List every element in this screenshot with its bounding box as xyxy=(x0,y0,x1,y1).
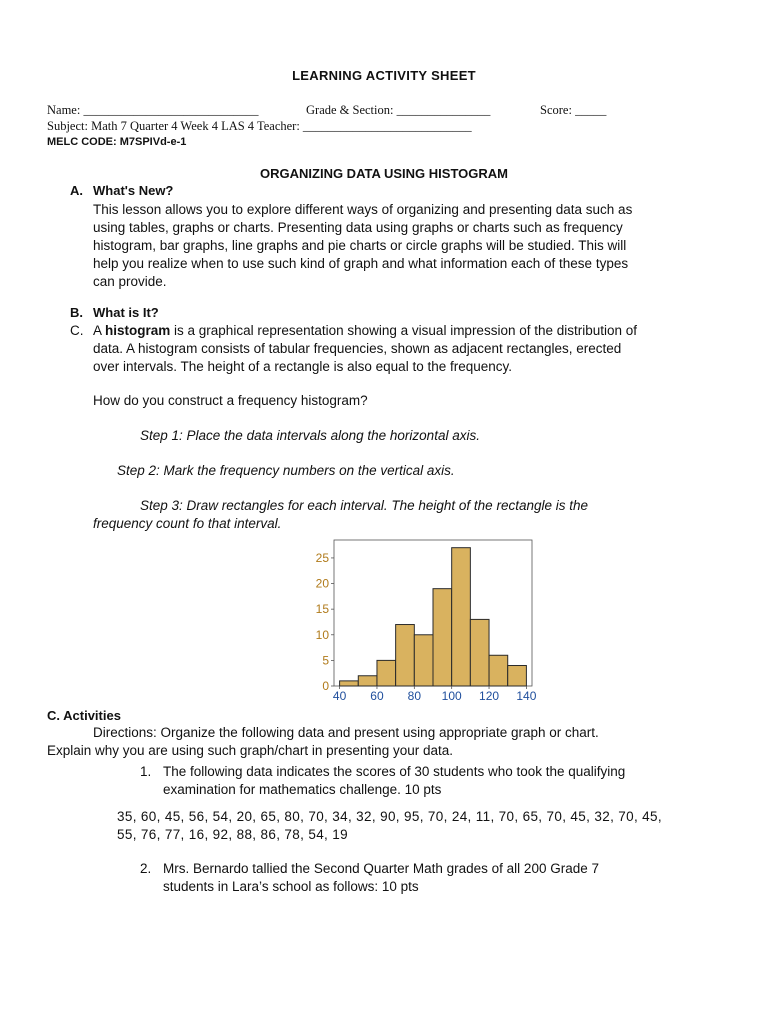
lesson-title: ORGANIZING DATA USING HISTOGRAM xyxy=(260,166,508,181)
histogram-bar xyxy=(452,548,471,686)
histogram-bar xyxy=(396,625,415,686)
name-label: Name: xyxy=(47,103,81,117)
scores-line-2: 55, 76, 77, 16, 92, 88, 86, 78, 54, 19 xyxy=(117,827,348,842)
section-a-letter: A. xyxy=(70,183,83,198)
grade-section-line xyxy=(306,103,490,118)
directions-line-2: Explain why you are using such graph/chart in presenting your data. xyxy=(47,743,453,758)
histogram-chart xyxy=(314,536,538,704)
step-3-line-2: frequency count fo that interval. xyxy=(93,516,282,531)
item-1-line-2: examination for mathematics challenge. 10 pts xyxy=(163,782,442,797)
histogram-bar xyxy=(358,676,377,686)
histogram-bar xyxy=(489,655,508,686)
histogram-bar xyxy=(340,681,359,686)
y-tick-label: 20 xyxy=(315,576,329,591)
step-1: Step 1: Place the data intervals along the horizontal axis. xyxy=(140,428,480,443)
item-1-number: 1. xyxy=(140,764,152,779)
x-tick-label: 40 xyxy=(332,689,347,703)
name-blank: ____________________________ xyxy=(83,103,259,117)
definition-line-1 xyxy=(93,322,637,340)
y-tick-label: 0 xyxy=(322,679,329,693)
x-tick-label: 60 xyxy=(370,689,384,703)
grade-blank: _______________ xyxy=(396,103,491,117)
item-2-line-2: students in Lara’s school as follows: 10 pts xyxy=(163,879,419,894)
histogram-bar xyxy=(377,660,396,686)
histogram-bar xyxy=(508,666,527,686)
paragraph-line: histogram, bar graphs, line graphs and pie charts or circle graphs will be studied. This will xyxy=(93,238,627,253)
grade-label: Grade & Section: xyxy=(306,103,394,117)
y-tick-label: 5 xyxy=(322,653,329,668)
histogram-bar xyxy=(433,589,452,686)
paragraph-line: can provide. xyxy=(93,274,167,289)
name-line xyxy=(47,103,258,118)
scores-data xyxy=(117,808,662,844)
definition-pre: A xyxy=(93,323,106,338)
x-tick-label: 100 xyxy=(441,689,462,703)
section-c-letter: C. xyxy=(70,323,84,338)
y-tick-label: 15 xyxy=(315,602,329,617)
x-tick-label: 80 xyxy=(407,689,422,703)
definition-line-3: over intervals. The height of a rectangle is also equal to the frequency. xyxy=(93,359,513,374)
histogram-bar xyxy=(470,619,489,686)
paragraph-line: help you realize when to use such kind of graph and what information each of these types xyxy=(93,256,629,271)
item-2-line-1: Mrs. Bernardo tallied the Second Quarter Math grades of all 200 Grade 7 xyxy=(163,861,599,876)
definition-line-2: data. A histogram consists of tabular frequencies, shown as adjacent rectangles, erected xyxy=(93,341,622,356)
definition-rest: is a graphical representation showing a visual impression of the distribution of xyxy=(170,323,638,338)
paragraph-line: This lesson allows you to explore different ways of organizing and presenting data such as xyxy=(93,202,633,217)
melc-code: MELC CODE: M7SPIVd-e-1 xyxy=(47,136,187,148)
section-b-heading: What is It? xyxy=(93,305,159,320)
item-1-text xyxy=(163,763,625,799)
score-label: Score: xyxy=(540,103,572,117)
sheet-title: LEARNING ACTIVITY SHEET xyxy=(292,68,476,83)
histogram-definition xyxy=(93,322,637,376)
subject-text: Subject: Math 7 Quarter 4 Week 4 LAS 4 Teacher: xyxy=(47,119,300,133)
item-2-text xyxy=(163,860,599,896)
directions-line-1: Directions: Organize the following data and present using appropriate graph or chart. xyxy=(93,725,599,740)
scores-line-1: 35, 60, 45, 56, 54, 20, 65, 80, 70, 34, 32, 90, 95, 70, 24, 11, 70, 65, 70, 45, 32, 70, 45, xyxy=(117,809,663,824)
step-2: Step 2: Mark the frequency numbers on the vertical axis. xyxy=(117,463,455,478)
step-3-line-1: Step 3: Draw rectangles for each interval. The height of the rectangle is the xyxy=(140,498,588,513)
subject-line xyxy=(47,119,472,134)
section-a-paragraph xyxy=(93,201,632,291)
section-a-heading: What's New? xyxy=(93,183,174,198)
histogram-term: histogram xyxy=(105,323,171,338)
teacher-blank: ___________________________ xyxy=(302,119,472,133)
x-tick-label: 140 xyxy=(516,689,537,703)
y-tick-label: 25 xyxy=(315,550,329,565)
activities-heading: C. Activities xyxy=(47,708,121,723)
y-tick-label: 10 xyxy=(315,627,329,642)
section-b-letter: B. xyxy=(70,305,83,320)
histogram-bar xyxy=(414,635,433,686)
item-2-number: 2. xyxy=(140,861,152,876)
item-1-line-1: The following data indicates the scores of 30 students who took the qualifying xyxy=(163,764,626,779)
x-tick-label: 120 xyxy=(479,689,500,703)
score-line xyxy=(540,103,606,118)
paragraph-line: using tables, graphs or charts. Presenting data using graphs or charts such as frequency xyxy=(93,220,623,235)
score-blank: _____ xyxy=(575,103,607,117)
construct-question: How do you construct a frequency histogram? xyxy=(93,393,368,408)
